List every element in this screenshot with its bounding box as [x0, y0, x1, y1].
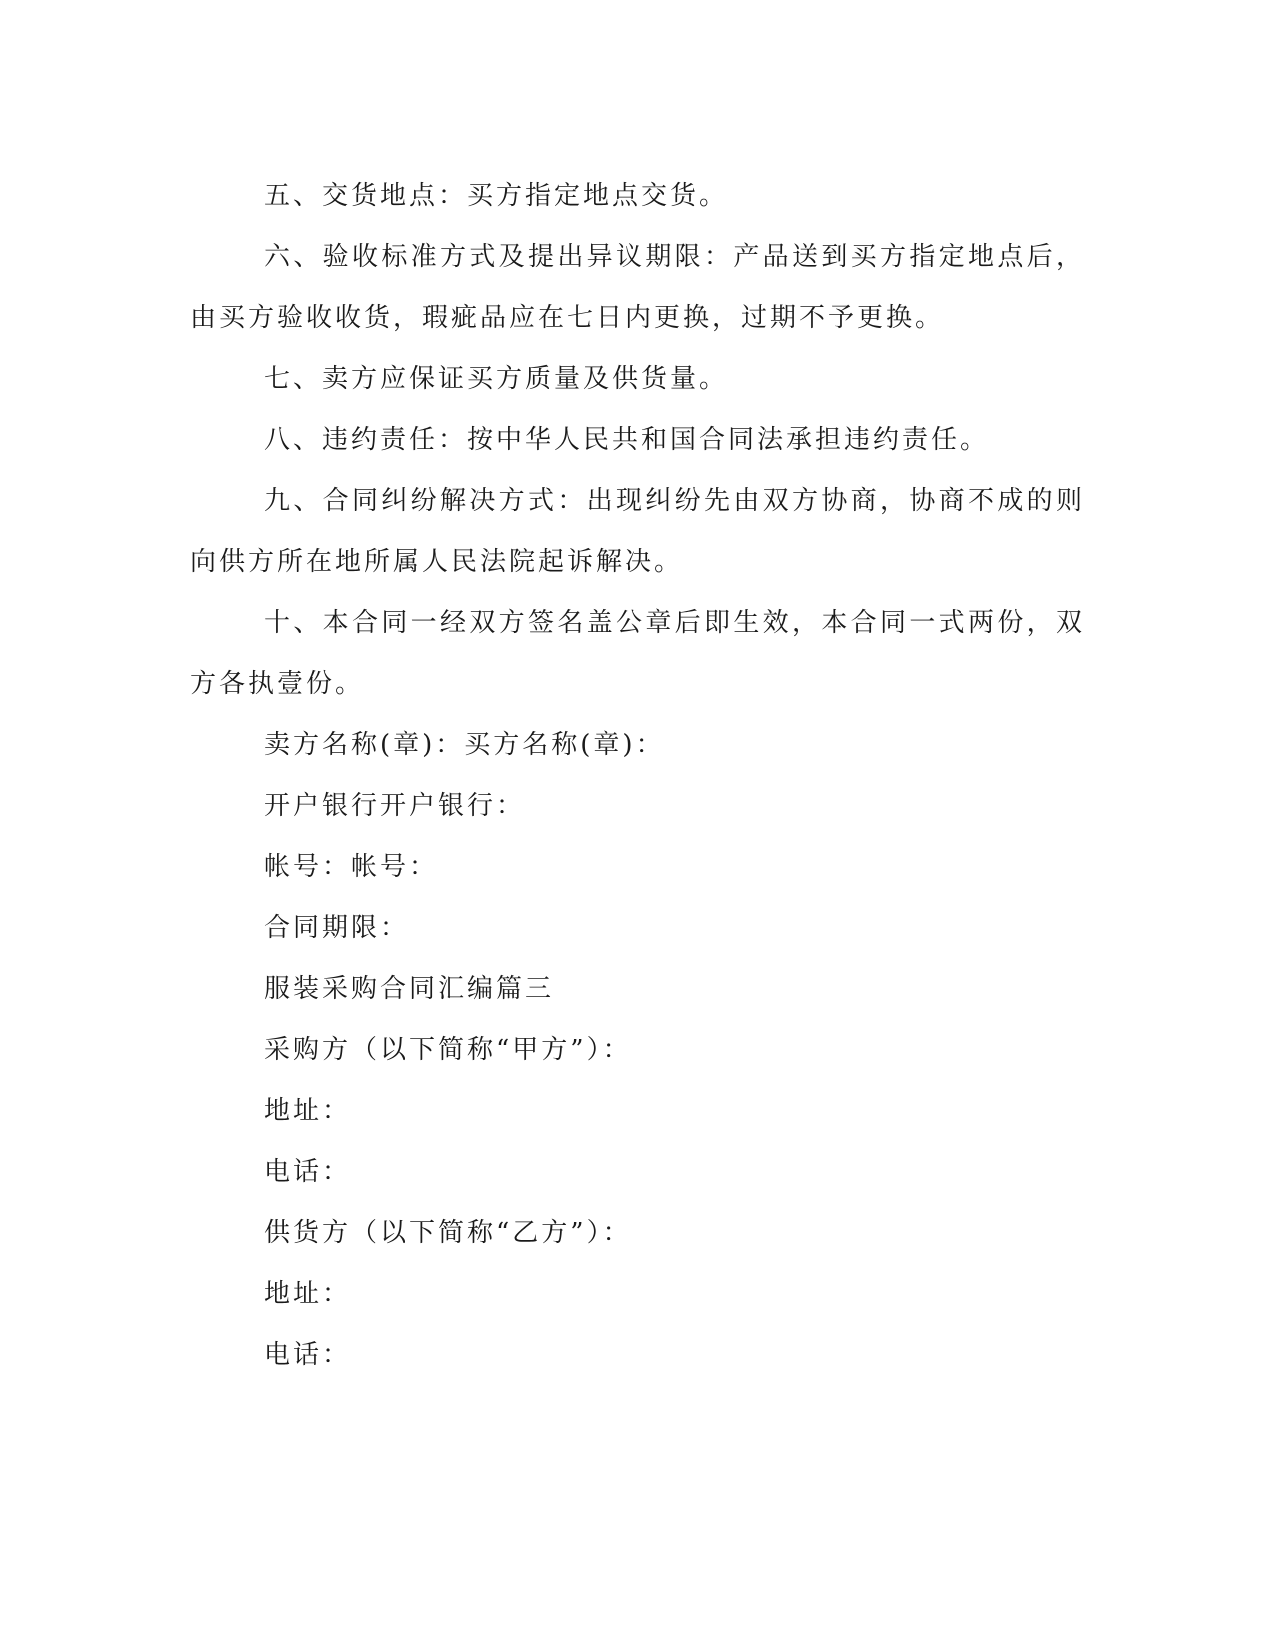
buyer-line: 采购方（以下简称“甲方”）：: [264, 1035, 632, 1065]
section-heading: 服装采购合同汇编篇三: [264, 974, 555, 1004]
buyer-address-line: 地址：: [264, 1096, 352, 1126]
clause-seller-guarantee: 七、卖方应保证买方质量及供货量。: [264, 364, 729, 394]
buyer-phone-line: 电话：: [264, 1157, 352, 1187]
clause-dispute-resolution: 九、合同纠纷解决方式：出现纠纷先由双方协商，协商不成的则向供方所在地所属人民法院起诉解决。: [190, 486, 1085, 577]
supplier-line: 供货方（以下简称“乙方”）：: [264, 1218, 632, 1248]
contract-term-line: 合同期限：: [264, 913, 410, 943]
clause-effectiveness: 十、本合同一经双方签名盖公章后即生效，本合同一式两份，双方各执壹份。: [190, 608, 1085, 699]
supplier-phone-line: 电话：: [264, 1340, 352, 1370]
clause-breach-liability: 八、违约责任：按中华人民共和国合同法承担违约责任。: [264, 425, 990, 455]
bank-line: 开户银行开户银行：: [264, 791, 526, 821]
supplier-address-line: 地址：: [264, 1279, 352, 1309]
account-line: 帐号：帐号：: [264, 852, 439, 882]
clause-acceptance-standard: 六、验收标准方式及提出异议期限：产品送到买方指定地点后，由买方验收收货，瑕疵品应在七日内更换，过期不予更换。: [190, 242, 1085, 333]
document-body: [190, 166, 1085, 1386]
clause-delivery-location: 五、交货地点：买方指定地点交货。: [264, 181, 729, 211]
party-names-line: 卖方名称(章)：买方名称(章)：: [264, 730, 665, 760]
